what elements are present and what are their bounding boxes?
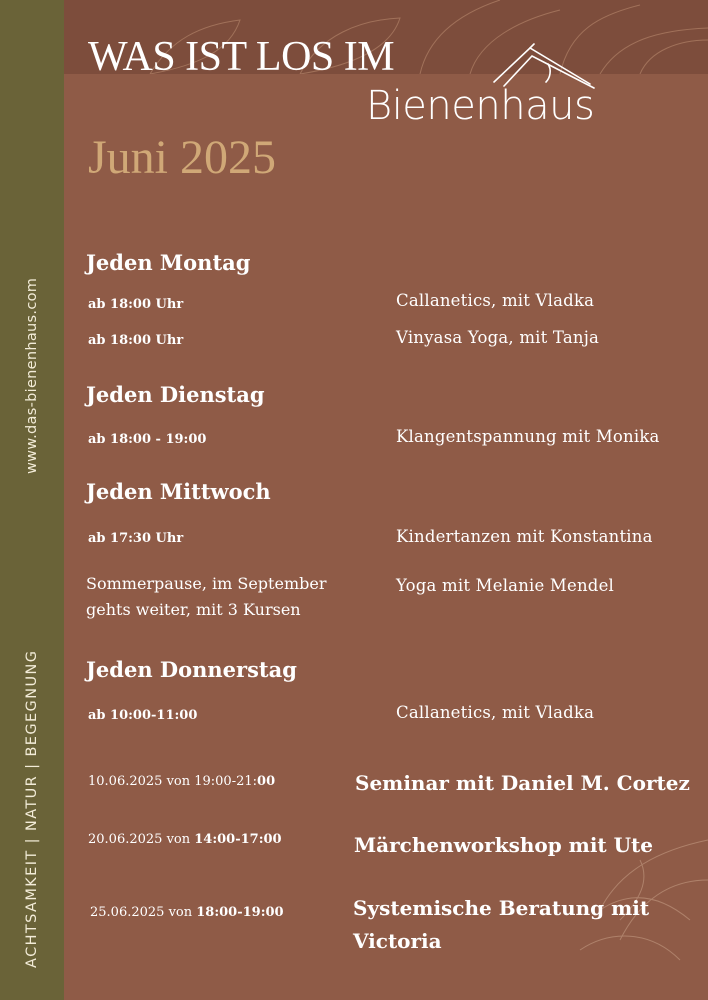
schedule-time: ab 17:30 Uhr [88, 531, 184, 546]
sidebar [0, 0, 64, 1000]
event-title: Systemische Beratung mit Victoria [353, 896, 650, 953]
page-title: WAS IST LOS IM [88, 34, 395, 80]
event-title: Seminar mit Daniel M. Cortez [355, 771, 690, 795]
schedule-course: Callanetics, mit Vladka [396, 291, 595, 310]
day-heading-tuesday: Jeden Dienstag [86, 382, 265, 407]
schedule-time: ab 10:00-11:00 [88, 708, 198, 723]
schedule-course: Callanetics, mit Vladka [396, 703, 595, 722]
brand-name: Bienenhaus [366, 83, 595, 129]
month-heading: Juni 2025 [88, 131, 277, 184]
schedule-time: ab 18:00 Uhr [88, 333, 184, 348]
schedule-time: ab 18:00 Uhr [88, 297, 184, 312]
schedule-course: Klangentspannung mit Monika [396, 427, 660, 446]
website-url[interactable]: www.das-bienenhaus.com [24, 277, 40, 474]
event-date: 25.06.2025 von 18:00-19:00 [90, 905, 284, 920]
event-date: 10.06.2025 von 19:00-21:00 [88, 774, 276, 789]
event-title: Märchenworkshop mit Ute [354, 833, 654, 857]
values-tagline: ACHTSAMKEIT | NATUR | BEGEGNUNG [24, 649, 40, 968]
event-date: 20.06.2025 von 14:00-17:00 [88, 832, 282, 847]
schedule-time: ab 18:00 - 19:00 [88, 432, 207, 447]
schedule-course: Vinyasa Yoga, mit Tanja [396, 328, 600, 347]
note-line: gehts weiter, mit 3 Kursen [86, 600, 301, 619]
day-heading-wednesday: Jeden Mittwoch [86, 479, 271, 504]
summer-break-note [86, 571, 326, 623]
day-heading-monday: Jeden Montag [86, 250, 251, 275]
schedule-course: Kindertanzen mit Konstantina [396, 527, 653, 546]
note-line: Sommerpause, im September [86, 574, 327, 593]
schedule-course: Yoga mit Melanie Mendel [396, 576, 615, 595]
day-heading-thursday: Jeden Donnerstag [86, 657, 297, 682]
